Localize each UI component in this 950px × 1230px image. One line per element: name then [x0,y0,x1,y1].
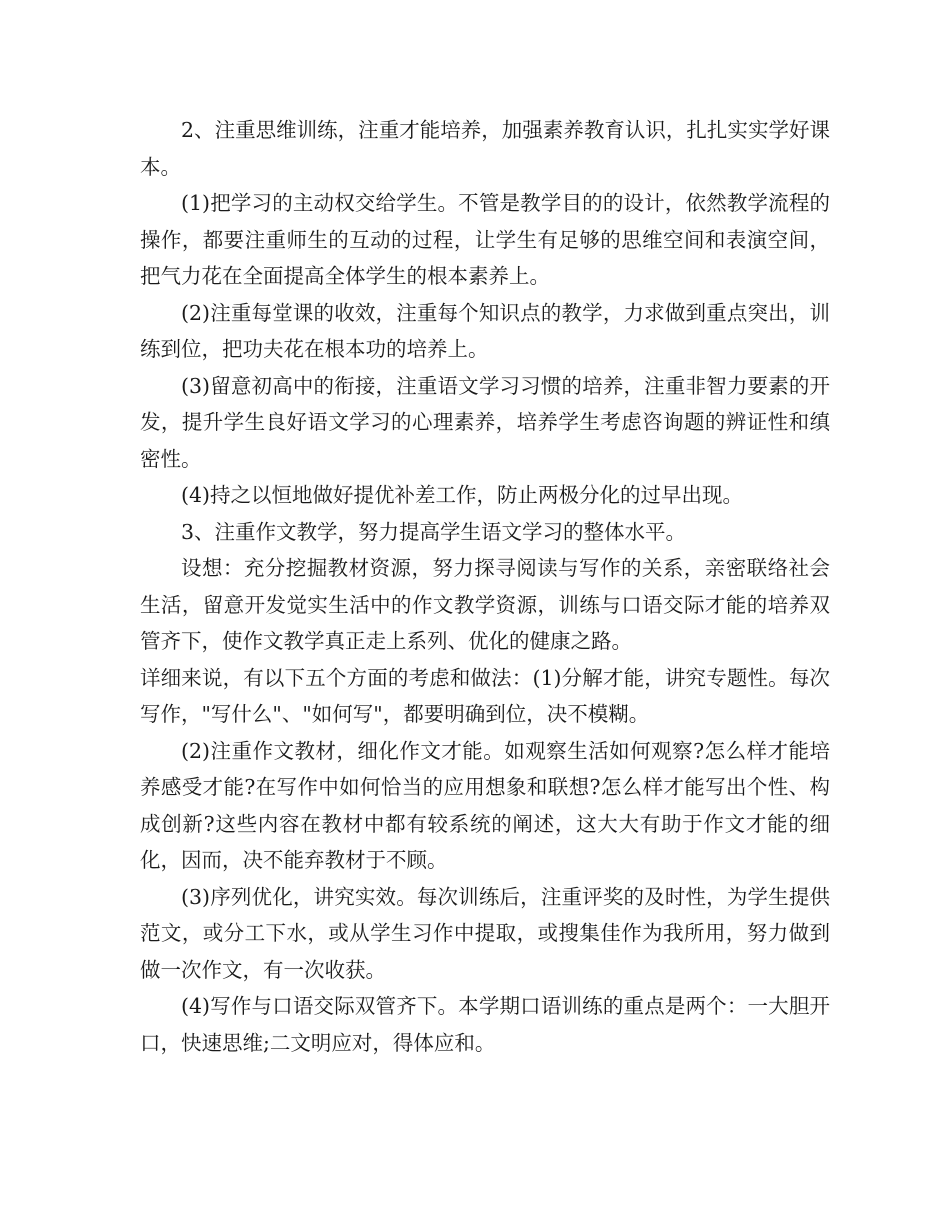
paragraph-item-4: (4)持之以恒地做好提优补差工作，防止两极分化的过早出现。 [181,483,744,507]
paragraph-section-2-heading: 2、注重思维训练，注重才能培养，加强素养教育认识，扎扎实实学好课本。 [140,118,830,179]
paragraph-section-3-heading: 3、注重作文教学，努力提高学生语文学习的整体水平。 [181,519,687,544]
paragraph-method-3: (3)序列优化，讲究实效。每次训练后，注重评奖的及时性，为学生提供范文，或分工下水，或从学生习作中提取，或搜集佳作为我所用，努力做到做一次作文，有一次收获。 [140,884,830,982]
paragraph-details: 详细来说，有以下五个方面的考虑和做法：(1)分解才能，讲究专题性。每次写作，"写什么"、"如何写"，都要明确到位，决不模糊。 [140,665,830,726]
paragraph-item-1: (1)把学习的主动权交给学生。不管是教学目的的设计，依然教学流程的操作，都要注重师生的互动的过程，让学生有足够的思维空间和表演空间，把气力花在全面提高全体学生的根本素养上。 [140,191,830,288]
paragraph-item-3: (3)留意初高中的衔接，注重语文学习习惯的培养，注重非智力要素的开发，提升学生良好语文学习的心理素养，培养学生考虑咨询题的辨证性和缜密性。 [140,373,830,471]
paragraph-item-2: (2)注重每堂课的收效，注重每个知识点的教学，力求做到重点突出，训练到位，把功夫花在根本功的培养上。 [140,300,830,361]
paragraph-method-2: (2)注重作文教材，细化作文才能。如观察生活如何观察?怎么样才能培养感受才能?在写作中如何恰当的应用想象和联想?怎么样才能写出个性、构成创新?这些内容在教材中都有较系统的阐述，这大大有助于作文才能的细化，因而，决不能弃教材于不顾。 [140,738,830,872]
paragraph-method-4: (4)写作与口语交际双管齐下。本学期口语训练的重点是两个：一大胆开口，快速思维;二文明应对，得体应和。 [140,994,830,1055]
document-page [140,112,830,1061]
paragraph-plan: 设想：充分挖掘教材资源，努力探寻阅读与写作的关系，亲密联络社会生活，留意开发觉实生活中的作文教学资源，训练与口语交际才能的培养双管齐下，使作文教学真正走上系列、优化的健康之路。 [140,556,830,653]
